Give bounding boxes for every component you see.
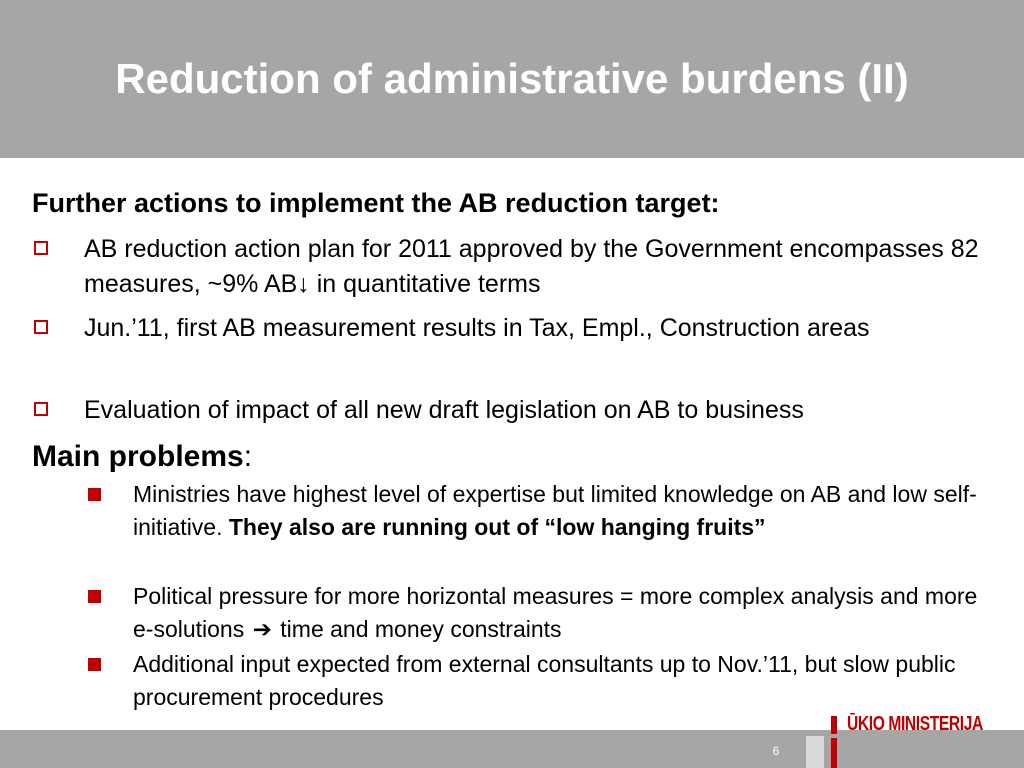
hollow-square-bullet-icon — [34, 402, 48, 416]
list-item — [88, 478, 978, 544]
section-heading-main-problems — [32, 440, 252, 474]
hollow-square-bullet-icon — [34, 320, 48, 334]
bullet-text-after-arrow: time and money constraints — [273, 616, 562, 642]
bullet-text: Evaluation of impact of all new draft legislation on AB to business — [84, 396, 804, 424]
bullet-text: Jun.’11, first AB measurement results in Tax, Empl., Construction areas — [84, 314, 870, 342]
title-bar — [0, 0, 1024, 158]
bullet-text: AB reduction action plan for 2011 approved by the Government encompasses 82 measures, ~9% AB↓ in quantitative terms — [84, 235, 979, 298]
main-problems-label: Main problems — [32, 440, 244, 473]
hollow-square-bullet-icon — [34, 241, 48, 255]
bullet-text: Additional input expected from external consultants up to Nov.’11, but slow public procurement procedures — [133, 651, 956, 710]
bullet-text — [133, 478, 978, 544]
bullet-text — [133, 580, 978, 646]
bullet-bold-text: They also are running out of “low hanging fruits” — [228, 514, 766, 540]
heading-colon: : — [243, 440, 253, 473]
list-item — [88, 580, 978, 646]
bullet-plain-text: Ministries have highest level of expertise but limited knowledge on AB and low self-initiative. — [133, 481, 977, 540]
right-arrow-icon: ➔ — [252, 616, 272, 642]
ministry-logo-text: ŪKIO MINISTERIJA — [847, 713, 983, 735]
logo-gray-block — [806, 736, 824, 768]
filled-square-bullet-icon — [88, 658, 101, 671]
logo-red-mark — [831, 716, 837, 734]
list-item — [88, 648, 978, 714]
section-heading-further-actions: Further actions to implement the AB reduction target: — [32, 188, 720, 218]
bullet-text-before-arrow: Political pressure for more horizontal measures = more complex analysis and more e-solutions — [133, 583, 978, 642]
list-item — [34, 393, 1004, 428]
filled-square-bullet-icon — [88, 488, 101, 501]
list-item — [34, 232, 1004, 302]
page-number: 6 — [772, 744, 780, 758]
list-item — [34, 311, 1004, 346]
slide-title: Reduction of administrative burdens (II) — [115, 55, 909, 102]
logo-red-stripe — [831, 738, 837, 768]
filled-square-bullet-icon — [88, 590, 101, 603]
